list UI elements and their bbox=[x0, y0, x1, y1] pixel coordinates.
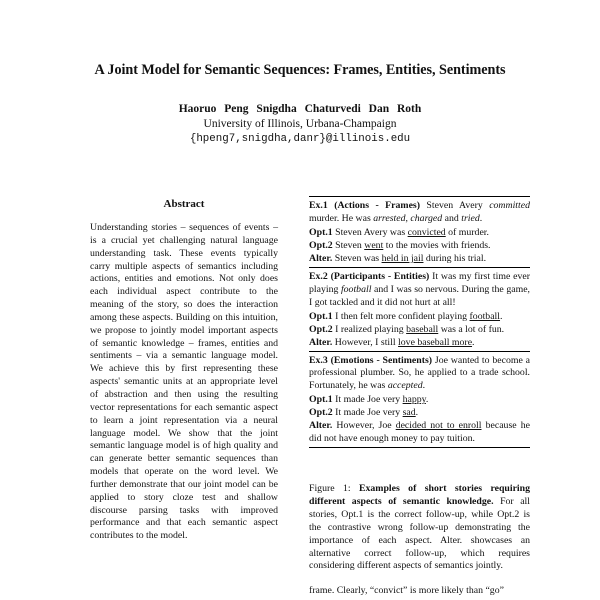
example-block bbox=[309, 352, 530, 448]
italic-event-word: tried bbox=[461, 212, 480, 224]
text-run: and I was so nervous. During the game, I got tackled and it did not hurt at all! bbox=[309, 283, 530, 308]
text-run: because he did not have enough money to pay tuition. bbox=[309, 420, 530, 445]
example-option bbox=[309, 252, 530, 265]
example-block bbox=[309, 268, 530, 351]
affiliation: University of Illinois, Urbana-Champaign bbox=[203, 118, 397, 130]
text-run: . bbox=[415, 407, 419, 419]
text-run: Steven Avery was bbox=[332, 226, 408, 238]
option-label: Alter. bbox=[309, 420, 333, 432]
text-run: and bbox=[442, 212, 462, 224]
underlined-key-phrase: baseball bbox=[406, 323, 439, 335]
option-label: Opt.2 bbox=[309, 239, 333, 251]
example-option bbox=[309, 419, 530, 445]
text-run: It made Joe very bbox=[332, 407, 403, 419]
example-option bbox=[309, 323, 530, 336]
underlined-key-phrase: sad bbox=[402, 407, 416, 419]
text-run: However, Joe bbox=[332, 420, 396, 432]
email-addresses: {hpeng7,snigdha,danr}@illinois.edu bbox=[189, 133, 411, 145]
text-run: It made Joe very bbox=[332, 394, 403, 406]
italic-event-word: accepted bbox=[387, 380, 423, 392]
underlined-key-phrase: held in jail bbox=[381, 252, 424, 264]
example-option bbox=[309, 226, 530, 239]
text-run: However, I still bbox=[332, 336, 399, 348]
example-block bbox=[309, 197, 530, 267]
example-story bbox=[309, 200, 530, 226]
abstract-heading: Abstract bbox=[163, 198, 205, 210]
text-run: I then felt more confident playing bbox=[332, 310, 470, 322]
example-heading: Ex.2 (Participants - Entities) bbox=[309, 270, 430, 282]
text-run: Steven Avery bbox=[420, 200, 490, 211]
option-label: Opt.2 bbox=[309, 323, 333, 335]
example-story bbox=[309, 355, 530, 394]
text-run: . bbox=[472, 336, 475, 348]
option-label: Opt.2 bbox=[309, 407, 333, 419]
option-label: Opt.1 bbox=[309, 226, 333, 238]
figure-caption-rest: For all stories, Opt.1 is the correct follow-up, while Opt.2 is the contrastive wrong follow-up demonstrating the importance of each aspect. Alter. showcases an alternative correct follow-up, which requires considering different aspects of semantics jointly. bbox=[309, 495, 530, 572]
text-run: Steven was bbox=[332, 252, 382, 264]
examples-list bbox=[309, 197, 530, 448]
text-run: during his trial. bbox=[423, 252, 487, 264]
example-heading: Ex.3 (Emotions - Sentiments) bbox=[309, 354, 433, 366]
option-label: Alter. bbox=[309, 336, 333, 348]
example-option bbox=[309, 310, 530, 323]
text-run: of murder. bbox=[445, 226, 489, 238]
text-run: Joe wanted to become a professional plumber. So, he applied to a trade school. Fortunately, he was bbox=[309, 354, 530, 392]
text-run: to the movies with friends. bbox=[383, 239, 491, 251]
body-text-fragment: frame. Clearly, “convict” is more likely than “go” bbox=[309, 585, 504, 596]
text-run: It was my first time ever playing bbox=[309, 270, 530, 295]
underlined-key-phrase: happy bbox=[402, 394, 426, 406]
text-run: . bbox=[500, 310, 503, 322]
example-story bbox=[309, 271, 530, 310]
italic-event-word: football bbox=[340, 283, 372, 295]
text-run: . bbox=[422, 380, 426, 392]
paper-title: A Joint Model for Semantic Sequences: Frames, Entities, Sentiments bbox=[94, 62, 506, 78]
italic-event-word: charged bbox=[410, 212, 443, 224]
text-run: , bbox=[405, 212, 411, 224]
figure-label: Figure 1: bbox=[309, 483, 359, 494]
example-option bbox=[309, 336, 530, 349]
underlined-key-phrase: love baseball more bbox=[398, 336, 473, 348]
example-option bbox=[309, 406, 530, 419]
author-list: Haoruo Peng Snigdha Chaturvedi Dan Roth bbox=[178, 103, 422, 115]
text-run: murder. He was bbox=[309, 212, 374, 224]
text-run: I realized playing bbox=[332, 323, 407, 335]
example-box bbox=[309, 196, 530, 448]
figure-caption-bold: Examples of short stories requiring different aspects of semantic knowledge. bbox=[309, 483, 530, 507]
italic-event-word: committed bbox=[489, 200, 530, 211]
example-option bbox=[309, 393, 530, 406]
text-run: was a lot of fun. bbox=[438, 323, 505, 335]
option-label: Opt.1 bbox=[309, 394, 333, 406]
option-label: Opt.1 bbox=[309, 310, 333, 322]
text-run: Steven bbox=[332, 239, 365, 251]
underlined-key-phrase: went bbox=[364, 239, 384, 251]
italic-event-word: arrested bbox=[373, 212, 406, 224]
underlined-key-phrase: convicted bbox=[407, 226, 446, 238]
underlined-key-phrase: football bbox=[469, 310, 501, 322]
figure-caption bbox=[309, 483, 530, 573]
example-heading: Ex.1 (Actions - Frames) bbox=[309, 200, 420, 211]
example-divider bbox=[309, 447, 530, 448]
text-run: . bbox=[425, 394, 429, 406]
option-label: Alter. bbox=[309, 252, 333, 264]
example-option bbox=[309, 239, 530, 252]
text-run: . bbox=[479, 212, 483, 224]
abstract-text: Understanding stories – sequences of events – is a crucial yet challenging natural language understanding task. These events typically carry multiple aspects of semantics including actions, entities and emotions. Not only does each individual aspect contribute to the meaning of the story, so does the interaction among these aspects. Building on this intuition, we propose to jointly model important aspects of semantic knowledge – frames, entities and sentiments – via a semantic language model. We achieve this by first representing these aspects' semantic units at an appropriate level of abstraction and then using the resulting vector representations for each semantic aspect to learn a joint representation via a neural language model. We show that the joint semantic language model is of high quality and can generate better semantic sequences than models that operate on the word level. We further demonstrate that our joint model can be applied to story cloze test and shallow discourse parsing tasks with improved performance and that each semantic aspect contributes to the model. bbox=[90, 222, 278, 542]
underlined-key-phrase: decided not to enroll bbox=[395, 420, 482, 432]
